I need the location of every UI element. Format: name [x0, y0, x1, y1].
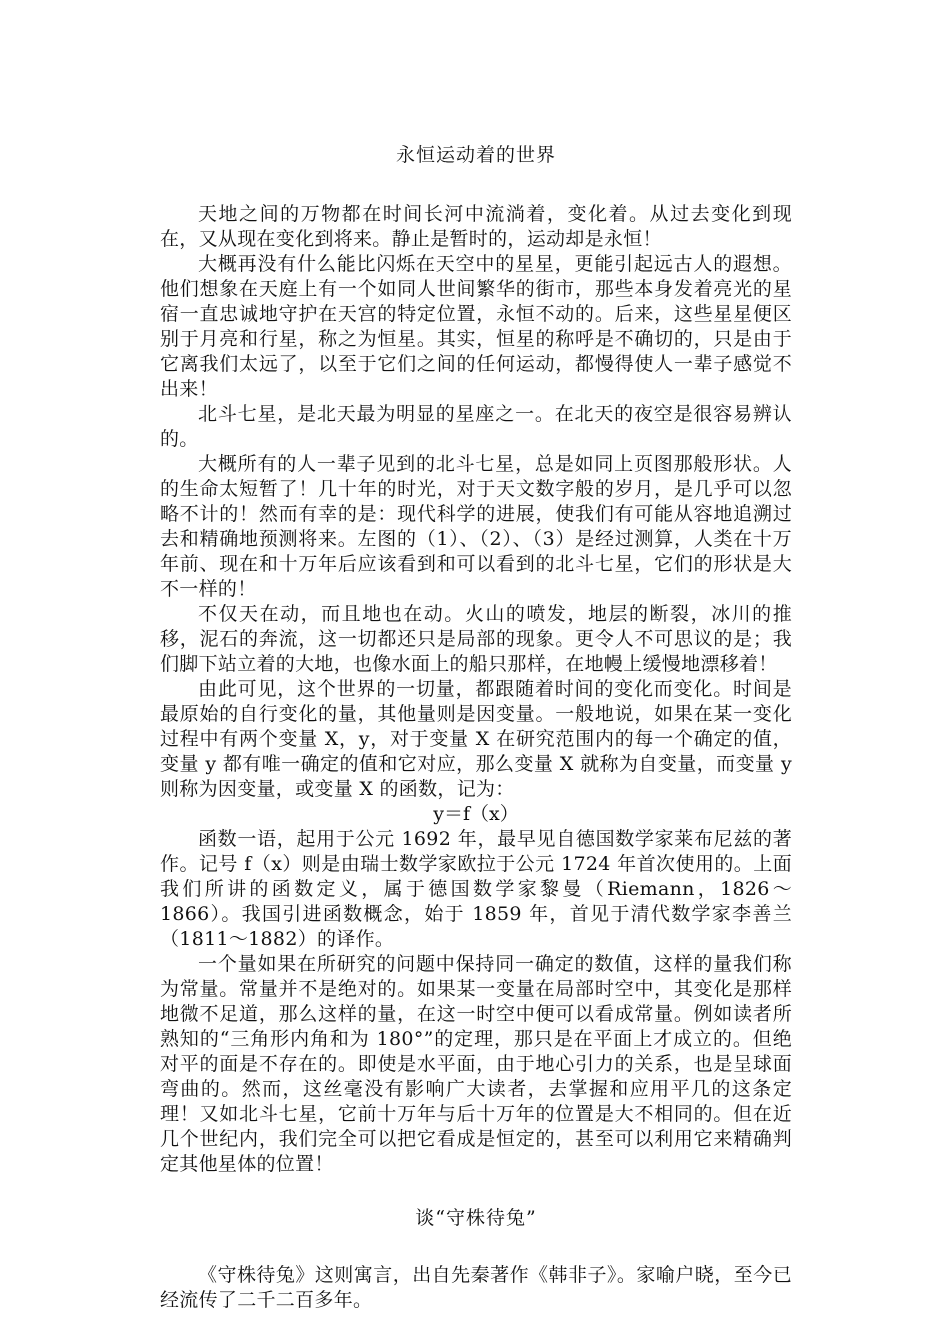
paragraph: 大概所有的人一辈子见到的北斗七星，总是如同上页图那般形状。人的生命太短暂了！几十年的时光，对于天文数字般的岁月，是几乎可以忽略不计的！然而有幸的是：现代科学的进展，使我们有可能从容地追溯过去和精确地预测将来。左图的（1）、（2）、（3）是经过测算，人类在十万年前、现在和十万年后应该看到和可以看到的北斗七星，它们的形状是大不一样的！: [160, 453, 792, 600]
article-title: 永恒运动着的世界: [395, 144, 556, 166]
paragraph: 《守株待兔》这则寓言，出自先秦著作《韩非子》。家喻户晓，至今已经流传了二千二百多年。: [160, 1264, 792, 1311]
paragraph: 不仅天在动，而且地也在动。火山的喷发，地层的断裂，冰川的推移，泥石的奔流，这一切都还只是局部的现象。更令人不可思议的是；我们脚下站立着的大地，也像水面上的船只那样，在地幔上缓慢地漂移着！: [160, 603, 792, 675]
article-title: 谈“守株待兔”: [415, 1207, 537, 1229]
paragraph: 由此可见，这个世界的一切量，都跟随着时间的变化而变化。时间是最原始的自行变化的量，其他量则是因变量。一般地说，如果在某一变化过程中有两个变量 X，y，对于变量 X 在研究范围内的每一个确定的值，变量 y 都有唯一确定的值和它对应，那么变量 X 就称为自变量，而变量 y 则称为因变量，或变量 X 的函数，记为：: [160, 678, 792, 800]
paragraph: 北斗七星，是北天最为明显的星座之一。在北天的夜空是很容易辨认的。: [160, 403, 792, 450]
paragraph: 函数一语，起用于公元 1692 年，最早见自德国数学家莱布尼兹的著作。记号 f（x）则是由瑞士数学家欧拉于公元 1724 年首次使用的。上面我们所讲的函数定义，属于德国数学家黎曼（Riemann，1826～1866）。我国引进函数概念，始于 1859 年，首见于清代数学家李善兰（1811～1882）的译作。: [160, 828, 792, 950]
paragraph: 大概再没有什么能比闪烁在天空中的星星，更能引起远古人的遐想。他们想象在天庭上有一个如同人世间繁华的街市，那些本身发着亮光的星宿一直忠诚地守护在天宫的特定位置，永恒不动的。后来，这些星星便区别于月亮和行星，称之为恒星。其实，恒星的称呼是不确切的，只是由于它离我们太远了，以至于它们之间的任何运动，都慢得使人一辈子感觉不出来！: [160, 253, 792, 400]
paragraph: 一个量如果在所研究的问题中保持同一确定的数值，这样的量我们称为常量。常量并不是绝对的。如果某一变量在局部时空中，其变化是那样地微不足道，那么这样的量，在这一时空中便可以看成常量。例如读者所熟知的“三角形内角和为 180°”的定理，那只是在平面上才成立的。但绝对平的面是不存在的。即使是水平面，由于地心引力的关系，也是呈球面弯曲的。然而，这丝毫没有影响广大读者，去掌握和应用平几的这条定理！又如北斗七星，它前十万年与后十万年的位置是大不相同的。但在近几个世纪内，我们完全可以把它看成是恒定的，甚至可以利用它来精确判定其他星体的位置！: [160, 953, 792, 1175]
document-page: [160, 140, 792, 1313]
function-formula: y＝f（x）: [433, 803, 519, 825]
paragraph: 天地之间的万物都在时间长河中流淌着，变化着。从过去变化到现在，又从现在变化到将来。静止是暂时的，运动却是永恒！: [160, 203, 792, 250]
